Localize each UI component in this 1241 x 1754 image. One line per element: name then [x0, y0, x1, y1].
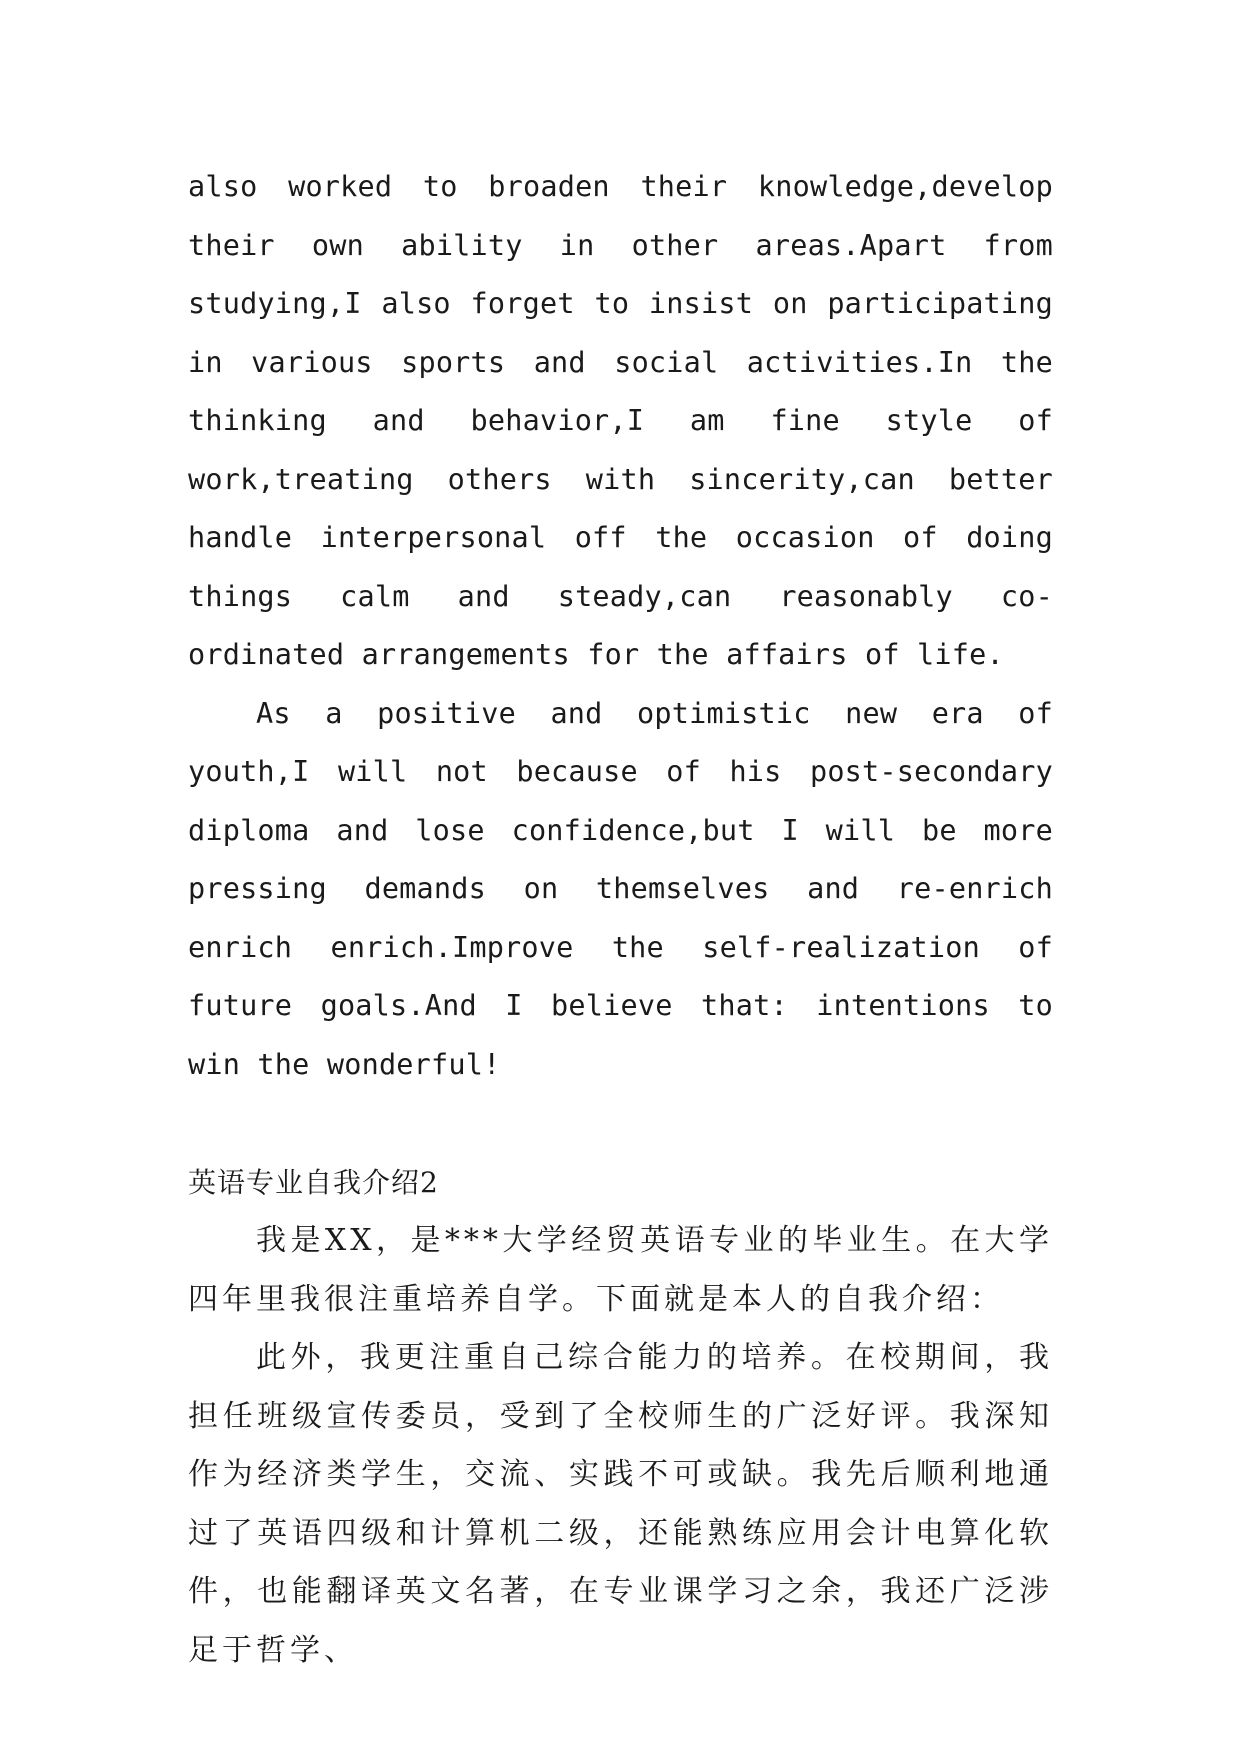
- section-title: 英语专业自我介绍2: [188, 1166, 439, 1199]
- document-page: [188, 158, 1053, 1680]
- english-paragraph-2: As a positive and optimistic new era of youth,I will not because of his post-secondary diploma and lose confidence,but I will be more pressing demands on themselves and re-enrich enrich enrich.Improve the self-realization of future goals.And I believe that: intentions to win the wonderful!: [188, 696, 1053, 1081]
- chinese-paragraph-1: 我是XX，是***大学经贸英语专业的毕业生。在大学四年里我很注重培养自学。下面就是本人的自我介绍：: [188, 1223, 1053, 1317]
- english-paragraph-1: also worked to broaden their knowledge,develop their own ability in other areas.Apart from studying,I also forget to insist on participating in various sports and social activities.In the thinking and behavior,I am fine style of work,treating others with sincerity,can better handle interpersonal off the occasion of doing things calm and steady,can reasonably co-ordinated arrangements for the affairs of life.: [188, 170, 1053, 671]
- chinese-paragraph-2: 此外，我更注重自己综合能力的培养。在校期间，我担任班级宣传委员，受到了全校师生的广泛好评。我深知作为经济类学生，交流、实践不可或缺。我先后顺利地通过了英语四级和计算机二级，还能熟练应用会计电算化软件，也能翻译英文名著，在专业课学习之余，我还广泛涉足于哲学、: [188, 1340, 1053, 1668]
